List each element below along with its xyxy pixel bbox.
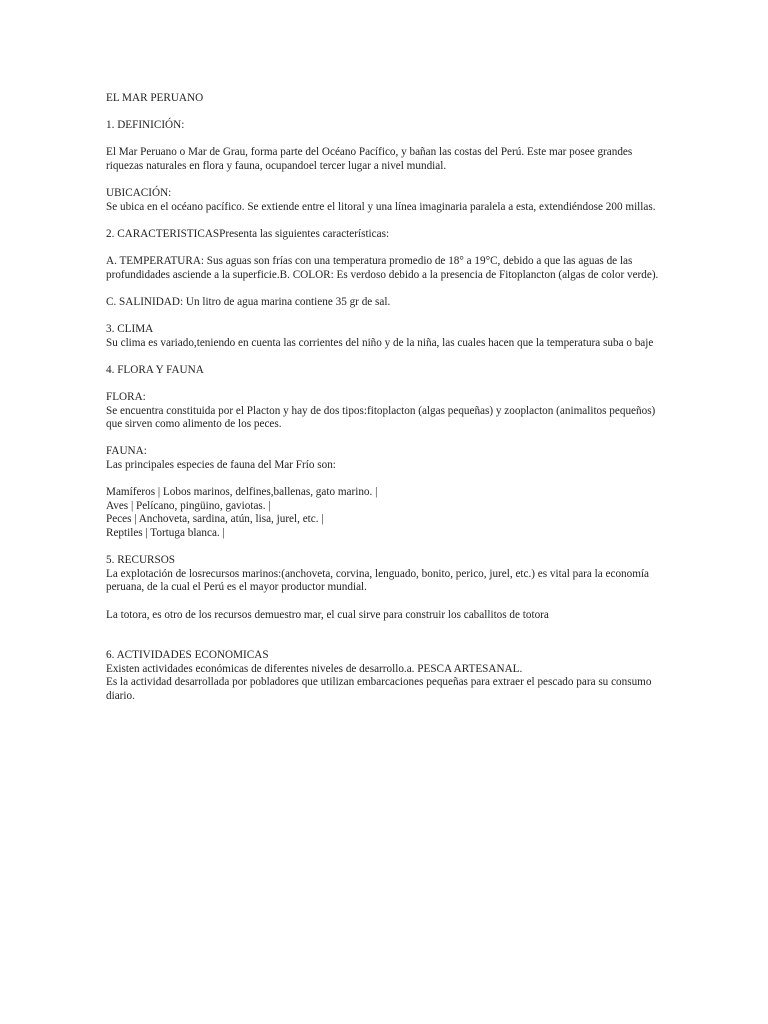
salinidad-text: C. SALINIDAD: Un litro de agua marina contiene 35 gr de sal. <box>106 295 391 308</box>
fauna-list-item: Peces | Anchoveta, sardina, atún, lisa, jurel, etc. | <box>106 513 324 526</box>
fauna-block <box>106 445 666 472</box>
flora-block <box>106 391 666 432</box>
pesca-artesanal-text: Es la actividad desarrollada por pobladores que utilizan embarcaciones pequeñas para extraer el pescado para su consumo diario. <box>106 676 652 702</box>
actividades-text: Existen actividades económicas de diferentes niveles de desarrollo.a. PESCA ARTESANAL. <box>106 662 523 675</box>
flora-fauna-heading: 4. FLORA Y FAUNA <box>106 363 204 376</box>
recursos-text: La explotación de losrecursos marinos:(anchoveta, corvina, lenguado, bonito, perico, jurel, etc.) es vital para la economía peruana, de la cual el Perú es el mayor productor mundial. <box>106 567 650 594</box>
clima-text: Su clima es variado,teniendo en cuenta las corrientes del niño y de la niña, las cuales hacen que la temperatura suba o baje <box>106 336 654 349</box>
definicion-text: El Mar Peruano o Mar de Grau, forma parte del Océano Pacífico, y bañan las costas del Perú. Este mar posee grandes riquezas naturales en flora y fauna, ocupandoel tercer lugar a nivel mundial. <box>106 146 633 172</box>
fauna-list-item: Mamíferos | Lobos marinos, delfines,ballenas, gato marino. | <box>106 486 378 499</box>
temperatura-color-text: A. TEMPERATURA: Sus aguas son frías con una temperatura promedio de 18° a 19°C, debido a que las aguas de las profundidades asciende a la superficie.B. COLOR: Es verdoso debido a la presencia de Fitoplancton (algas de color verde). <box>106 255 659 281</box>
fauna-text: Las principales especies de fauna del Mar Frío son: <box>106 459 336 472</box>
fauna-heading: FAUNA: <box>106 445 147 458</box>
clima-heading: 3. CLIMA <box>106 323 154 336</box>
flora-heading: FLORA: <box>106 391 146 404</box>
recursos-block <box>106 554 666 595</box>
fauna-list-item: Aves | Pelícano, pingüino, gaviotas. | <box>106 499 271 512</box>
totora-text: La totora, es otro de los recursos demuestro mar, el cual sirve para construir los caballitos de totora <box>106 608 549 621</box>
actividades-heading: 6. ACTIVIDADES ECONOMICAS <box>106 649 269 662</box>
fauna-list <box>106 486 666 540</box>
definicion-heading: 1. DEFINICIÓN: <box>106 119 185 132</box>
recursos-heading: 5. RECURSOS <box>106 554 176 567</box>
fauna-list-item: Reptiles | Tortuga blanca. | <box>106 527 225 539</box>
clima-block <box>106 323 666 350</box>
ubicacion-heading: UBICACIÓN: <box>106 187 172 200</box>
ubicacion-text: Se ubica en el océano pacífico. Se extiende entre el litoral y una línea imaginaria paralela a esta, extendiéndose 200 millas. <box>106 200 656 213</box>
flora-text: Se encuentra constituida por el Placton y hay de dos tipos:fitoplacton (algas pequeñas) y zooplacton (animalitos pequeños) que sirven como alimento de los peces. <box>106 404 656 431</box>
document-page <box>106 92 666 717</box>
document-title: EL MAR PERUANO <box>106 92 204 104</box>
caracteristicas-text: 2. CARACTERISTICASPresenta las siguientes características: <box>106 227 390 240</box>
actividades-block <box>106 649 666 703</box>
ubicacion-block <box>106 187 666 214</box>
